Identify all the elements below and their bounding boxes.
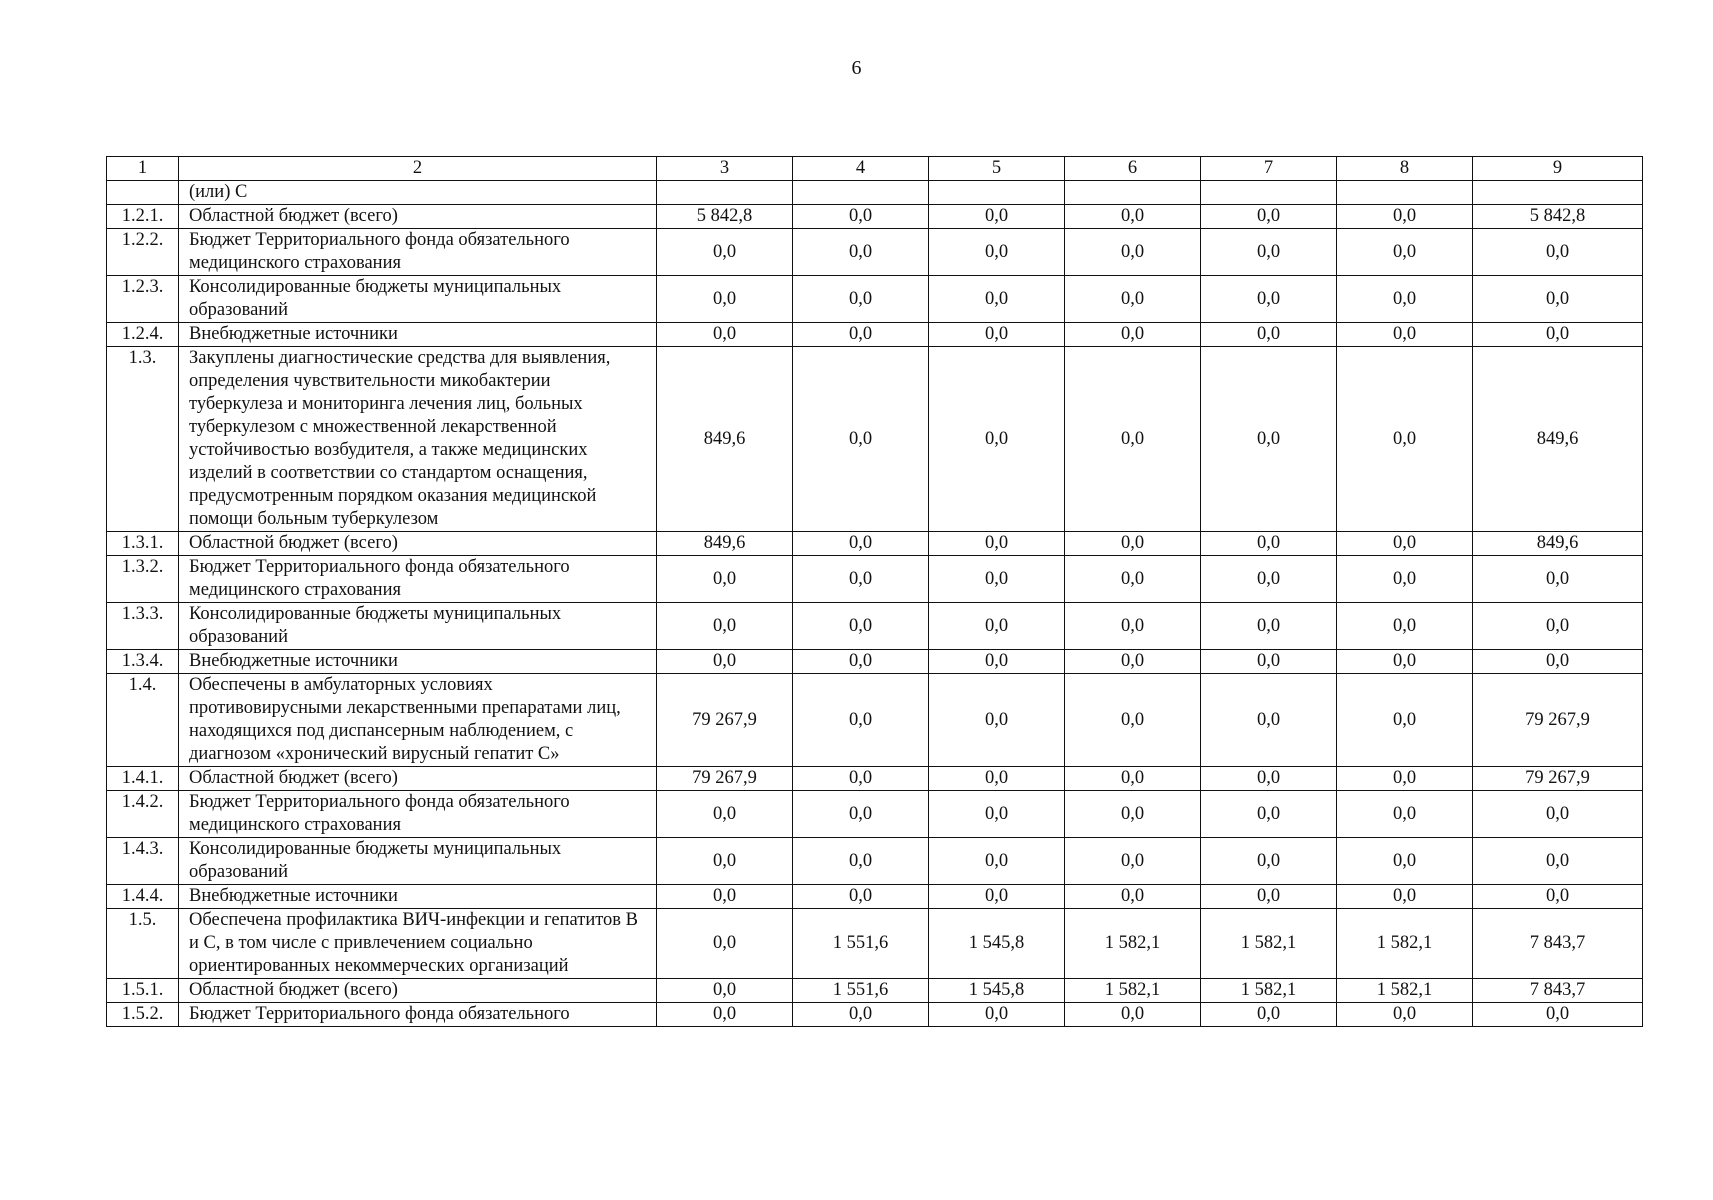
value-cell: 0,0	[657, 979, 793, 1003]
row-name: Закуплены диагностические средства для выявления, определения чувствительности микобактерии туберкулеза и мониторинга лечения лиц, больных туберкулезом с множественной лекарственной устойчивостью возбудителя, а также медицинских изделий в соответствии со стандартом оснащения, предусмотренным порядком оказания медицинской помощи больным туберкулезом	[179, 347, 657, 532]
value-cell: 0,0	[1201, 650, 1337, 674]
value-cell: 0,0	[929, 603, 1065, 650]
value-cell: 0,0	[1201, 1003, 1337, 1027]
row-name: Областной бюджет (всего)	[179, 767, 657, 791]
value-cell: 0,0	[1201, 229, 1337, 276]
value-cell: 849,6	[657, 532, 793, 556]
value-cell: 79 267,9	[1473, 674, 1643, 767]
row-number: 1.3.2.	[107, 556, 179, 603]
value-cell: 0,0	[929, 674, 1065, 767]
value-cell: 0,0	[1473, 229, 1643, 276]
value-cell: 0,0	[1337, 323, 1473, 347]
table-row	[107, 979, 1643, 1003]
value-cell: 0,0	[929, 650, 1065, 674]
value-cell: 0,0	[793, 674, 929, 767]
value-cell: 0,0	[1201, 674, 1337, 767]
value-cell: 0,0	[929, 556, 1065, 603]
row-name: Областной бюджет (всего)	[179, 532, 657, 556]
value-cell: 0,0	[1201, 556, 1337, 603]
row-name: Внебюджетные источники	[179, 650, 657, 674]
value-cell: 0,0	[657, 603, 793, 650]
value-cell	[1473, 181, 1643, 205]
value-cell: 1 582,1	[1201, 979, 1337, 1003]
header-cell: 4	[793, 157, 929, 181]
value-cell: 0,0	[1337, 347, 1473, 532]
row-name: Бюджет Территориального фонда обязательного медицинского страхования	[179, 229, 657, 276]
row-number: 1.5.2.	[107, 1003, 179, 1027]
value-cell: 0,0	[1337, 276, 1473, 323]
value-cell: 0,0	[793, 603, 929, 650]
value-cell: 0,0	[657, 556, 793, 603]
value-cell: 0,0	[929, 838, 1065, 885]
table-body	[107, 157, 1643, 1027]
table-row	[107, 603, 1643, 650]
row-number: 1.4.1.	[107, 767, 179, 791]
row-number: 1.4.4.	[107, 885, 179, 909]
value-cell: 0,0	[1065, 229, 1201, 276]
value-cell: 0,0	[1201, 347, 1337, 532]
table-row	[107, 767, 1643, 791]
value-cell: 0,0	[929, 1003, 1065, 1027]
table-row	[107, 791, 1643, 838]
value-cell: 0,0	[1065, 1003, 1201, 1027]
value-cell: 849,6	[1473, 347, 1643, 532]
value-cell: 1 582,1	[1337, 979, 1473, 1003]
row-name: Обеспечена профилактика ВИЧ-инфекции и гепатитов В и С, в том числе с привлечением социально ориентированных некоммерческих организаций	[179, 909, 657, 979]
value-cell: 0,0	[1201, 323, 1337, 347]
value-cell: 0,0	[1065, 603, 1201, 650]
table-row	[107, 838, 1643, 885]
row-number: 1.5.	[107, 909, 179, 979]
value-cell: 1 582,1	[1337, 909, 1473, 979]
value-cell: 1 582,1	[1065, 909, 1201, 979]
table-row	[107, 885, 1643, 909]
value-cell: 0,0	[1337, 532, 1473, 556]
row-number: 1.2.2.	[107, 229, 179, 276]
row-number: 1.5.1.	[107, 979, 179, 1003]
header-cell: 6	[1065, 157, 1201, 181]
value-cell: 0,0	[1065, 556, 1201, 603]
value-cell: 0,0	[1473, 1003, 1643, 1027]
row-name: Бюджет Территориального фонда обязательного медицинского страхования	[179, 556, 657, 603]
row-number: 1.2.1.	[107, 205, 179, 229]
value-cell: 0,0	[1473, 885, 1643, 909]
value-cell: 0,0	[1337, 229, 1473, 276]
value-cell: 0,0	[1337, 791, 1473, 838]
value-cell: 0,0	[657, 323, 793, 347]
value-cell	[929, 181, 1065, 205]
value-cell: 0,0	[1337, 674, 1473, 767]
table-row	[107, 276, 1643, 323]
value-cell: 0,0	[793, 650, 929, 674]
row-name: Областной бюджет (всего)	[179, 979, 657, 1003]
row-name: Внебюджетные источники	[179, 323, 657, 347]
table-row	[107, 347, 1643, 532]
value-cell: 0,0	[1337, 838, 1473, 885]
value-cell: 0,0	[793, 791, 929, 838]
header-cell: 2	[179, 157, 657, 181]
value-cell: 0,0	[929, 347, 1065, 532]
value-cell: 0,0	[1065, 276, 1201, 323]
value-cell: 0,0	[929, 229, 1065, 276]
row-number	[107, 181, 179, 205]
value-cell: 0,0	[1201, 276, 1337, 323]
row-name: Консолидированные бюджеты муниципальных образований	[179, 603, 657, 650]
table-row	[107, 909, 1643, 979]
row-name: Внебюджетные источники	[179, 885, 657, 909]
row-name: Бюджет Территориального фонда обязательного	[179, 1003, 657, 1027]
value-cell: 0,0	[1065, 767, 1201, 791]
budget-table	[106, 156, 1643, 1027]
value-cell: 0,0	[1201, 767, 1337, 791]
row-number: 1.4.	[107, 674, 179, 767]
value-cell: 0,0	[1065, 791, 1201, 838]
value-cell: 79 267,9	[657, 674, 793, 767]
value-cell: 0,0	[929, 323, 1065, 347]
value-cell: 1 551,6	[793, 979, 929, 1003]
row-number: 1.3.3.	[107, 603, 179, 650]
table-row	[107, 1003, 1643, 1027]
value-cell: 0,0	[657, 1003, 793, 1027]
value-cell: 0,0	[1473, 650, 1643, 674]
page-number: 6	[851, 57, 862, 79]
value-cell: 0,0	[929, 885, 1065, 909]
header-cell: 3	[657, 157, 793, 181]
table-row	[107, 532, 1643, 556]
value-cell: 0,0	[793, 205, 929, 229]
value-cell: 0,0	[793, 1003, 929, 1027]
header-row	[107, 157, 1643, 181]
value-cell: 0,0	[1473, 323, 1643, 347]
value-cell: 0,0	[657, 229, 793, 276]
row-name: Бюджет Территориального фонда обязательного медицинского страхования	[179, 791, 657, 838]
row-number: 1.4.3.	[107, 838, 179, 885]
value-cell: 0,0	[1337, 767, 1473, 791]
value-cell: 0,0	[1201, 532, 1337, 556]
value-cell: 0,0	[1337, 556, 1473, 603]
header-cell: 7	[1201, 157, 1337, 181]
value-cell	[793, 181, 929, 205]
table-row	[107, 650, 1643, 674]
value-cell: 0,0	[657, 885, 793, 909]
value-cell	[1337, 181, 1473, 205]
value-cell: 0,0	[793, 838, 929, 885]
value-cell: 0,0	[1201, 885, 1337, 909]
value-cell: 1 545,8	[929, 909, 1065, 979]
value-cell: 7 843,7	[1473, 909, 1643, 979]
value-cell: 0,0	[1473, 791, 1643, 838]
row-number: 1.2.4.	[107, 323, 179, 347]
value-cell: 0,0	[1337, 205, 1473, 229]
value-cell: 0,0	[793, 276, 929, 323]
header-cell: 1	[107, 157, 179, 181]
value-cell: 0,0	[1473, 603, 1643, 650]
row-name: Обеспечены в амбулаторных условиях противовирусными лекарственными препаратами лиц, находящихся под диспансерным наблюдением, с диагнозом «хронический вирусный гепатит С»	[179, 674, 657, 767]
value-cell: 0,0	[657, 276, 793, 323]
value-cell: 0,0	[1337, 603, 1473, 650]
value-cell	[1065, 181, 1201, 205]
value-cell: 1 582,1	[1065, 979, 1201, 1003]
value-cell: 0,0	[793, 347, 929, 532]
row-name: Областной бюджет (всего)	[179, 205, 657, 229]
value-cell: 0,0	[1065, 205, 1201, 229]
value-cell: 0,0	[657, 838, 793, 885]
value-cell: 0,0	[1473, 556, 1643, 603]
value-cell: 0,0	[793, 556, 929, 603]
value-cell: 5 842,8	[657, 205, 793, 229]
row-number: 1.2.3.	[107, 276, 179, 323]
table-row	[107, 229, 1643, 276]
value-cell: 0,0	[929, 205, 1065, 229]
row-number: 1.4.2.	[107, 791, 179, 838]
header-cell: 5	[929, 157, 1065, 181]
value-cell: 0,0	[1337, 650, 1473, 674]
row-number: 1.3.	[107, 347, 179, 532]
value-cell: 0,0	[1201, 603, 1337, 650]
value-cell: 0,0	[1473, 838, 1643, 885]
value-cell: 0,0	[929, 532, 1065, 556]
value-cell: 0,0	[793, 229, 929, 276]
value-cell: 0,0	[1337, 885, 1473, 909]
value-cell: 0,0	[793, 532, 929, 556]
value-cell: 0,0	[1065, 650, 1201, 674]
row-name: Консолидированные бюджеты муниципальных образований	[179, 838, 657, 885]
value-cell: 0,0	[1201, 205, 1337, 229]
value-cell: 0,0	[1065, 885, 1201, 909]
value-cell: 0,0	[1065, 838, 1201, 885]
value-cell: 849,6	[657, 347, 793, 532]
value-cell: 79 267,9	[657, 767, 793, 791]
value-cell: 0,0	[929, 767, 1065, 791]
table-row	[107, 205, 1643, 229]
value-cell: 7 843,7	[1473, 979, 1643, 1003]
value-cell: 1 545,8	[929, 979, 1065, 1003]
value-cell: 0,0	[929, 791, 1065, 838]
value-cell: 1 582,1	[1201, 909, 1337, 979]
table-row	[107, 181, 1643, 205]
value-cell: 0,0	[1065, 532, 1201, 556]
value-cell: 0,0	[657, 791, 793, 838]
value-cell: 0,0	[793, 885, 929, 909]
table-row	[107, 674, 1643, 767]
value-cell: 5 842,8	[1473, 205, 1643, 229]
row-number: 1.3.1.	[107, 532, 179, 556]
value-cell: 0,0	[1337, 1003, 1473, 1027]
value-cell: 0,0	[1201, 791, 1337, 838]
value-cell: 0,0	[1065, 323, 1201, 347]
row-number: 1.3.4.	[107, 650, 179, 674]
value-cell: 0,0	[793, 767, 929, 791]
value-cell: 0,0	[1065, 674, 1201, 767]
value-cell: 79 267,9	[1473, 767, 1643, 791]
header-cell: 8	[1337, 157, 1473, 181]
row-name: Консолидированные бюджеты муниципальных образований	[179, 276, 657, 323]
value-cell: 0,0	[1473, 276, 1643, 323]
value-cell	[657, 181, 793, 205]
value-cell: 0,0	[1201, 838, 1337, 885]
value-cell: 0,0	[657, 909, 793, 979]
header-cell: 9	[1473, 157, 1643, 181]
value-cell	[1201, 181, 1337, 205]
value-cell: 0,0	[929, 276, 1065, 323]
row-name: (или) С	[179, 181, 657, 205]
value-cell: 0,0	[793, 323, 929, 347]
value-cell: 849,6	[1473, 532, 1643, 556]
value-cell: 0,0	[657, 650, 793, 674]
table-row	[107, 556, 1643, 603]
table-row	[107, 323, 1643, 347]
value-cell: 1 551,6	[793, 909, 929, 979]
value-cell: 0,0	[1065, 347, 1201, 532]
